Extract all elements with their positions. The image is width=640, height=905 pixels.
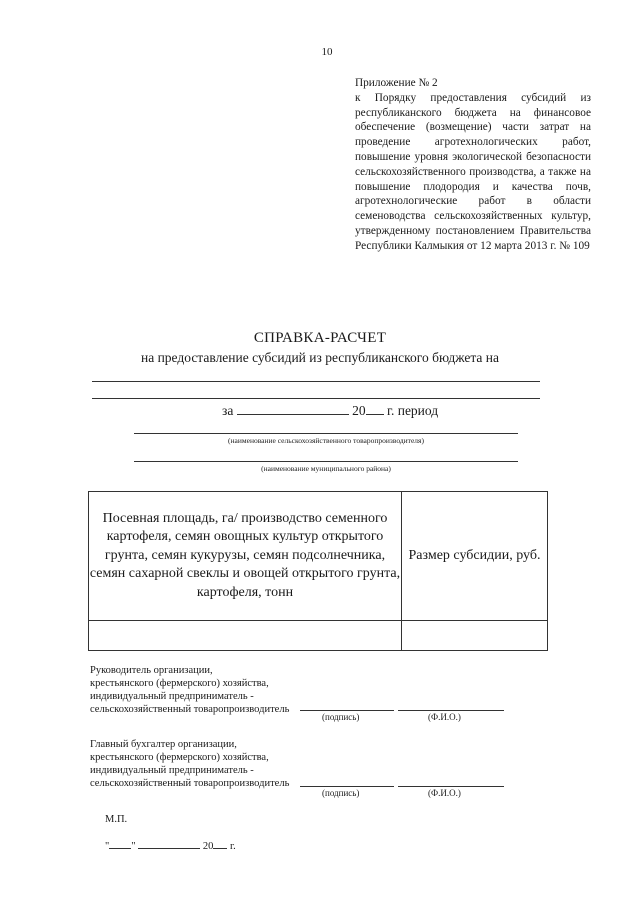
head-signature-label	[90, 664, 320, 716]
head-line-3: индивидуальный предприниматель -	[90, 691, 254, 702]
accountant-name-field[interactable]	[398, 786, 504, 787]
date-year-prefix: 20	[202, 841, 214, 852]
annex-title: Приложение № 2	[355, 77, 438, 89]
page-number: 10	[321, 46, 333, 58]
cell-area[interactable]	[89, 621, 402, 651]
purpose-line-1	[92, 381, 540, 382]
annex-block	[355, 76, 591, 254]
period-prefix: за	[222, 403, 234, 418]
head-line-4: сельскохозяйственный товаропроизводитель	[90, 704, 290, 715]
head-line-1: Руководитель организации,	[90, 665, 213, 676]
producer-line	[134, 433, 518, 434]
col-area-header: Посевная площадь, га/ производство семенного картофеля, семян овощных культур открытого грунта, семян кукурузы, семян подсолнечника, семян сахарной свеклы и овощей открытого грунта, картофеля, тонн	[89, 492, 402, 621]
acc-line-1: Главный бухгалтер организации,	[90, 739, 237, 750]
acc-line-3: индивидуальный предприниматель -	[90, 765, 254, 776]
date-close-quote: "	[131, 841, 136, 852]
acc-line-4: сельскохозяйственный товаропроизводитель	[90, 778, 290, 789]
producer-caption: (наименование сельскохозяйственного товаропроизводителя)	[228, 436, 424, 445]
accountant-signature-field[interactable]	[300, 786, 394, 787]
period-suffix: г. период	[386, 403, 439, 418]
acc-line-2: крестьянского (фермерского) хозяйства,	[90, 752, 269, 763]
period-line	[222, 403, 438, 419]
annex-body: к Порядку предоставления субсидий из республиканского бюджета на финансовое обеспечение (возмещение) части затрат на проведение агротехнологических работ, повышение уровня экологической безопасности сельскохозяйственного производства, а также на повышение плодородия и качества почв, агротехнологические работ в области семеноводства сельскохозяйственных культур, утвержденному постановлением Правительства Республики Калмыкия от 12 марта 2013 г. № 109	[355, 91, 591, 252]
purpose-line-2	[92, 398, 540, 399]
date-open-quote: "	[105, 841, 110, 852]
date-line	[105, 839, 236, 852]
district-caption: (наименование муниципального района)	[261, 464, 391, 473]
col-subsidy-header: Размер субсидии, руб.	[402, 492, 548, 621]
head-name-field[interactable]	[398, 710, 504, 711]
document-subtitle: на предоставление субсидий из республиканского бюджета на	[140, 350, 500, 365]
period-year: 20	[352, 403, 366, 418]
district-line	[134, 461, 518, 462]
period-blank	[237, 403, 349, 415]
stamp-place: М.П.	[105, 814, 128, 825]
head-signature-caption: (подпись)	[322, 712, 360, 722]
subsidy-table	[88, 491, 548, 651]
accountant-signature-label	[90, 738, 320, 790]
date-suffix: г.	[229, 841, 236, 852]
head-line-2: крестьянского (фермерского) хозяйства,	[90, 678, 269, 689]
accountant-name-caption: (Ф.И.О.)	[428, 788, 461, 798]
table-row	[89, 621, 548, 651]
table-header-row	[89, 492, 548, 621]
year-blank-date[interactable]	[213, 839, 227, 849]
head-name-caption: (Ф.И.О.)	[428, 712, 461, 722]
cell-subsidy[interactable]	[402, 621, 548, 651]
year-blank	[366, 403, 384, 415]
day-blank[interactable]	[109, 839, 131, 849]
document-title: СПРАВКА-РАСЧЕТ	[253, 330, 387, 346]
month-blank[interactable]	[138, 839, 200, 849]
head-signature-field[interactable]	[300, 710, 394, 711]
accountant-signature-caption: (подпись)	[322, 788, 360, 798]
